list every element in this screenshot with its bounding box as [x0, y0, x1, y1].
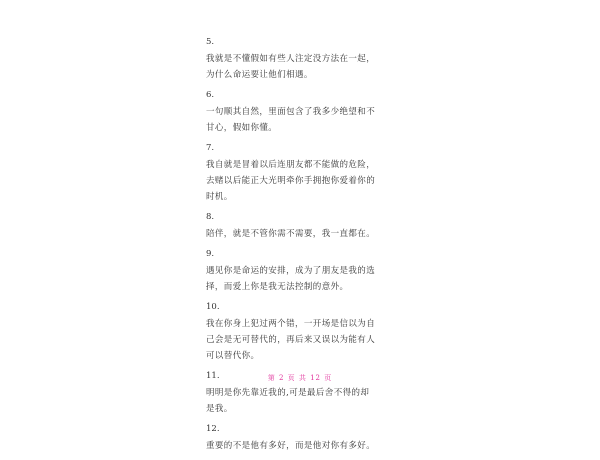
item-number: 8.	[206, 212, 215, 222]
list-item	[206, 142, 378, 205]
item-text: 我自就是冒着以后连朋友都不能做的危险，去赌以后能正大光明牵你手拥抱你爱着你的时机。	[206, 160, 376, 202]
item-number: 5.	[206, 37, 215, 47]
item-text: 重要的不是他有多好，而是他对你有多好。	[206, 441, 376, 451]
item-number: 10.	[206, 302, 220, 312]
list-item	[206, 423, 378, 454]
list-item	[206, 36, 378, 83]
list-item	[206, 248, 378, 295]
item-text: 我在你身上犯过两个错，一开场是信以为自己会是无可替代的，再后来又误以为能有人可以替代你。	[206, 319, 376, 361]
item-text: 陪伴，就是不管你需不需要，我一直都在。	[206, 229, 376, 239]
item-text: 明明是你先靠近我的,可是最后舍不得的却是我。	[206, 388, 370, 414]
item-number: 9.	[206, 249, 215, 259]
item-text: 一句顺其自然，里面包含了我多少绝望和不甘心，假如你懂。	[206, 107, 376, 133]
list-item	[206, 89, 378, 136]
item-text: 遇见你是命运的安排，成为了朋友是我的选择，而爱上你是我无法控制的意外。	[206, 266, 376, 292]
item-number: 12.	[206, 424, 220, 434]
document-content	[206, 36, 378, 460]
item-text: 我就是不懂假如有些人注定没方法在一起，为什么命运要让他们相遇。	[206, 54, 376, 80]
list-item	[206, 211, 378, 242]
item-number: 6.	[206, 90, 215, 100]
item-number: 7.	[206, 143, 215, 153]
item-number: 11.	[206, 371, 220, 381]
list-item	[206, 301, 378, 364]
page-footer: 第 2 页 共 12 页	[267, 374, 333, 382]
